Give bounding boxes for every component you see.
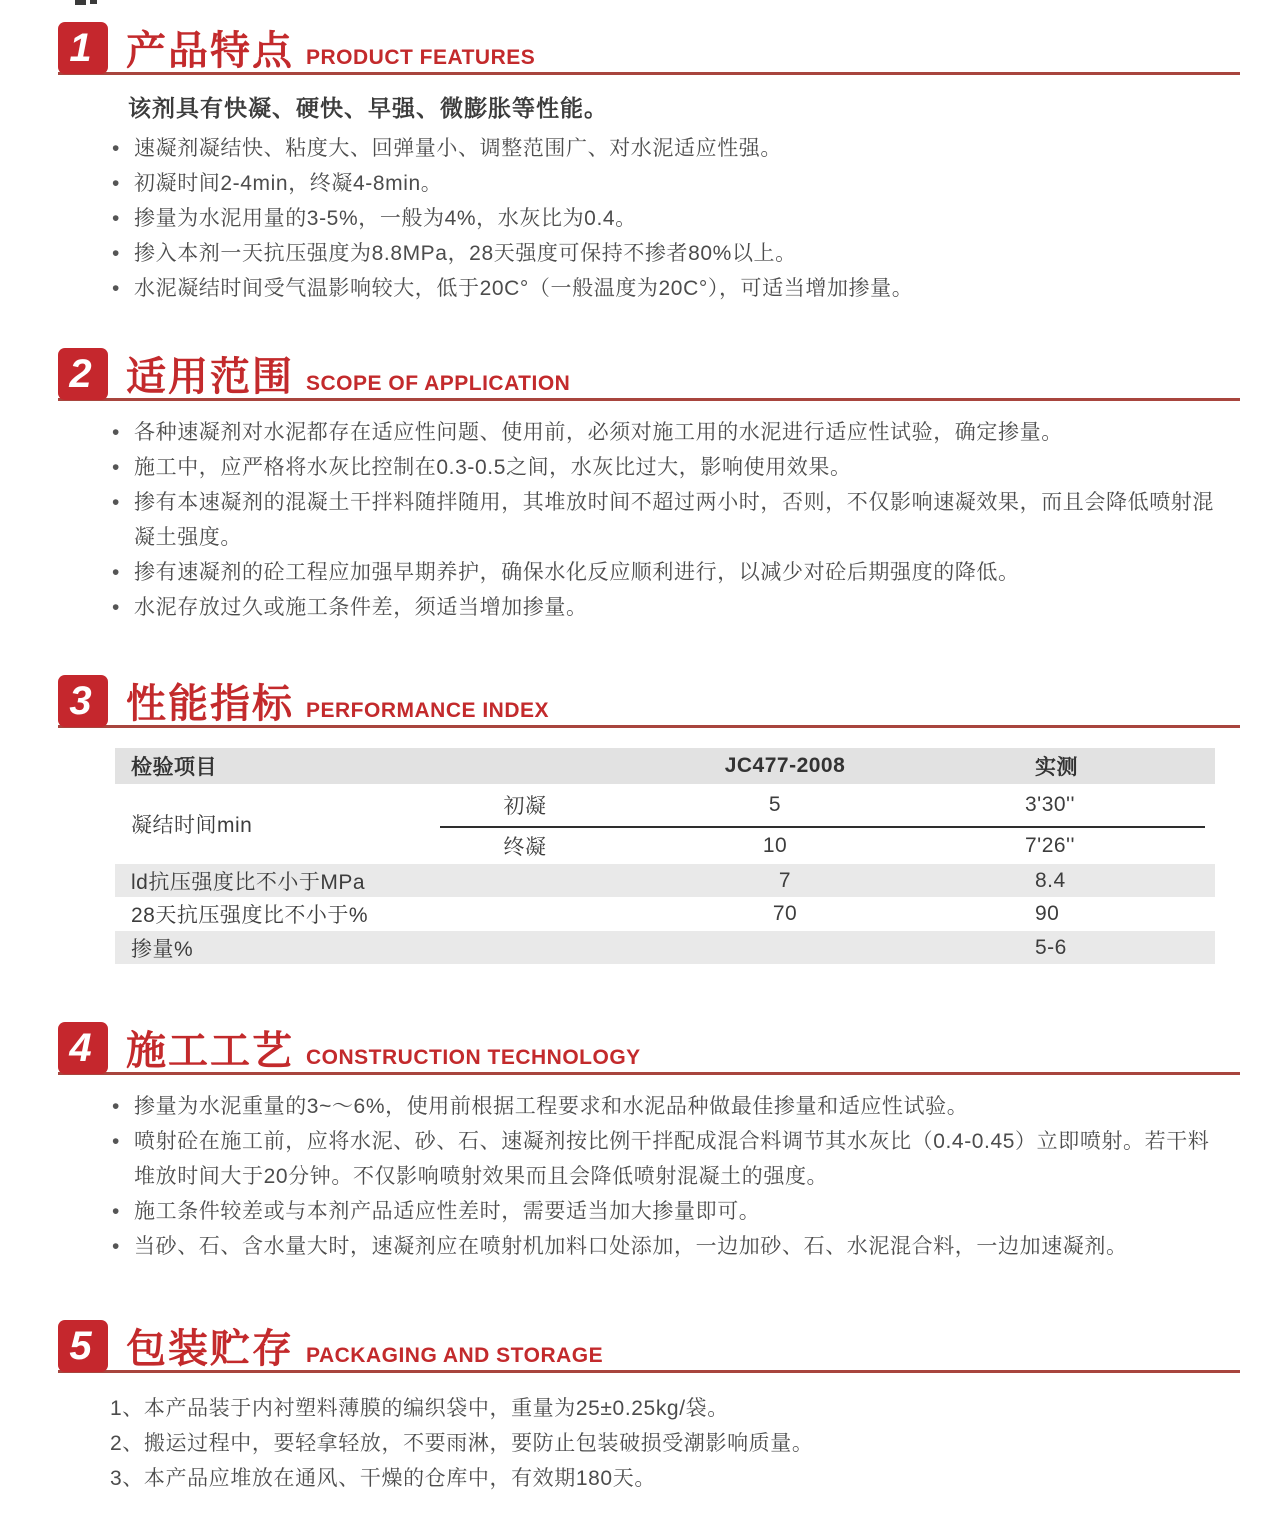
row-label: ld抗压强度比不小于MPa bbox=[131, 870, 366, 894]
section-number-badge: 3 bbox=[58, 675, 108, 727]
bullet-item: • 水泥存放过久或施工条件差，须适当增加掺量。 bbox=[110, 590, 1222, 625]
section-content bbox=[110, 415, 1222, 625]
table-header-row bbox=[115, 748, 1215, 784]
section-packaging-and-storage bbox=[0, 1320, 1280, 1496]
standard-value: 5 bbox=[768, 793, 782, 816]
row-label: 凝结时间min bbox=[131, 814, 253, 837]
numbered-item: 2、搬运过程中，要轻拿轻放，不要雨淋，要防止包装破损受潮影响质量。 bbox=[110, 1432, 814, 1455]
bullet-item: • 喷射砼在施工前，应将水泥、砂、石、速凝剂按比例干拌配成混合料调节其水灰比（0.4-0.45）立即喷射。若干料堆放时间大于20分钟。不仅影响喷射效果而且会降低喷射混凝土的强度。 bbox=[110, 1124, 1222, 1194]
section-title-en: SCOPE OF APPLICATION bbox=[306, 372, 571, 395]
bullet-item: • 水泥凝结时间受气温影响较大，低于20C°（一般温度为20C°），可适当增加掺量。 bbox=[110, 271, 1222, 306]
section-product-features bbox=[0, 22, 1280, 306]
bullet-item: • 掺入本剂一天抗压强度为8.8MPa，28天强度可保持不掺者80%以上。 bbox=[110, 236, 1222, 271]
measured-value: 7'26'' bbox=[1025, 834, 1076, 857]
section-header bbox=[58, 348, 1240, 401]
table-subrow-final-set bbox=[440, 828, 1215, 864]
section-header bbox=[58, 22, 1240, 75]
features-bullet-list bbox=[110, 131, 1222, 306]
numbered-item: 3、本产品应堆放在通风、干燥的仓库中，有效期180天。 bbox=[110, 1467, 656, 1490]
section-content bbox=[110, 93, 1222, 306]
section-title-en: CONSTRUCTION TECHNOLOGY bbox=[306, 1046, 641, 1069]
table-subrow-initial-set bbox=[440, 784, 1205, 828]
section-content bbox=[110, 1089, 1222, 1264]
bullet-item: • 施工中，应严格将水灰比控制在0.3-0.5之间，水灰比过大，影响使用效果。 bbox=[110, 450, 1222, 485]
section-number-badge: 1 bbox=[58, 22, 108, 74]
crop-artifact bbox=[90, 0, 97, 4]
section-title-zh: 适用范围 bbox=[126, 355, 294, 399]
bullet-item: • 初凝时间2-4min，终凝4-8min。 bbox=[110, 166, 1222, 201]
setting-subrows bbox=[440, 784, 1215, 864]
measured-value: 5-6 bbox=[1035, 935, 1067, 959]
section-title-en: PACKAGING AND STORAGE bbox=[306, 1344, 604, 1367]
section-header bbox=[58, 675, 1240, 728]
bullet-item: • 掺有本速凝剂的混凝土干拌料随拌随用，其堆放时间不超过两小时，否则，不仅影响速凝效果，而且会降低喷射混凝土强度。 bbox=[110, 485, 1222, 555]
crop-artifact bbox=[75, 0, 86, 5]
table-row-28d-strength bbox=[115, 897, 1215, 931]
col-header-measured: 实测 bbox=[1035, 756, 1078, 779]
bullet-item: • 各种速凝剂对水泥都存在适应性问题、使用前，必须对施工用的水泥进行适应性试验，确定掺量。 bbox=[110, 415, 1222, 450]
section-title-zh: 性能指标 bbox=[126, 682, 294, 726]
bullet-item: • 掺有速凝剂的砼工程应加强早期养护，确保水化反应顺利进行，以减少对砼后期强度的降低。 bbox=[110, 555, 1222, 590]
bullet-item: • 掺量为水泥重量的3~～6%，使用前根据工程要求和水泥品种做最佳掺量和适应性试验。 bbox=[110, 1089, 1222, 1124]
section-content bbox=[110, 1391, 1222, 1496]
section-title-en: PRODUCT FEATURES bbox=[306, 46, 536, 69]
section-construction-technology bbox=[0, 1022, 1280, 1264]
section-title-zh: 施工工艺 bbox=[126, 1029, 294, 1073]
section-scope-of-application bbox=[0, 348, 1280, 625]
table-row-setting-time bbox=[115, 784, 1215, 864]
bullet-item: • 掺量为水泥用量的3-5%，一般为4%，水灰比为0.4。 bbox=[110, 201, 1222, 236]
measured-value: 90 bbox=[1035, 902, 1060, 925]
table-row-1d-strength bbox=[115, 864, 1215, 897]
section-header bbox=[58, 1320, 1240, 1373]
measured-value: 8.4 bbox=[1035, 868, 1066, 892]
features-intro-line: 该剂具有快凝、硬快、早强、微膨胀等性能。 bbox=[128, 95, 608, 121]
bullet-item: • 当砂、石、含水量大时，速凝剂应在喷射机加料口处添加，一边加砂、石、水泥混合料，一边加速凝剂。 bbox=[110, 1229, 1222, 1264]
performance-table bbox=[115, 748, 1215, 964]
scope-bullet-list bbox=[110, 415, 1222, 625]
construction-bullet-list bbox=[110, 1089, 1222, 1264]
row-label: 28天抗压强度比不小于% bbox=[131, 904, 369, 927]
numbered-item: 1、本产品装于内衬塑料薄膜的编织袋中，重量为25±0.25kg/袋。 bbox=[110, 1397, 729, 1420]
col-header-standard: JC477-2008 bbox=[724, 754, 846, 777]
section-header bbox=[58, 1022, 1240, 1075]
packaging-item-list bbox=[110, 1391, 1222, 1496]
bullet-item: • 施工条件较差或与本剂产品适应性差时，需要适当加大掺量即可。 bbox=[110, 1194, 1222, 1229]
col-header-item: 检验项目 bbox=[131, 756, 217, 779]
section-title-zh: 产品特点 bbox=[126, 29, 294, 73]
row-label: 掺量% bbox=[131, 937, 194, 961]
table-row-dosage bbox=[115, 931, 1215, 964]
standard-value: 10 bbox=[762, 834, 788, 857]
bullet-item: • 速凝剂凝结快、粘度大、回弹量小、调整范围广、对水泥适应性强。 bbox=[110, 131, 1222, 166]
standard-value: 7 bbox=[778, 868, 792, 892]
section-number-badge: 4 bbox=[58, 1022, 108, 1074]
subrow-label: 初凝 bbox=[503, 795, 547, 818]
section-title-zh: 包装贮存 bbox=[126, 1327, 294, 1371]
subrow-label: 终凝 bbox=[503, 836, 547, 859]
section-number-badge: 2 bbox=[58, 348, 108, 400]
section-performance-index bbox=[0, 675, 1280, 964]
measured-value: 3'30'' bbox=[1025, 793, 1076, 816]
section-title-en: PERFORMANCE INDEX bbox=[306, 699, 550, 722]
section-number-badge: 5 bbox=[58, 1320, 108, 1372]
standard-value: 70 bbox=[772, 902, 798, 925]
